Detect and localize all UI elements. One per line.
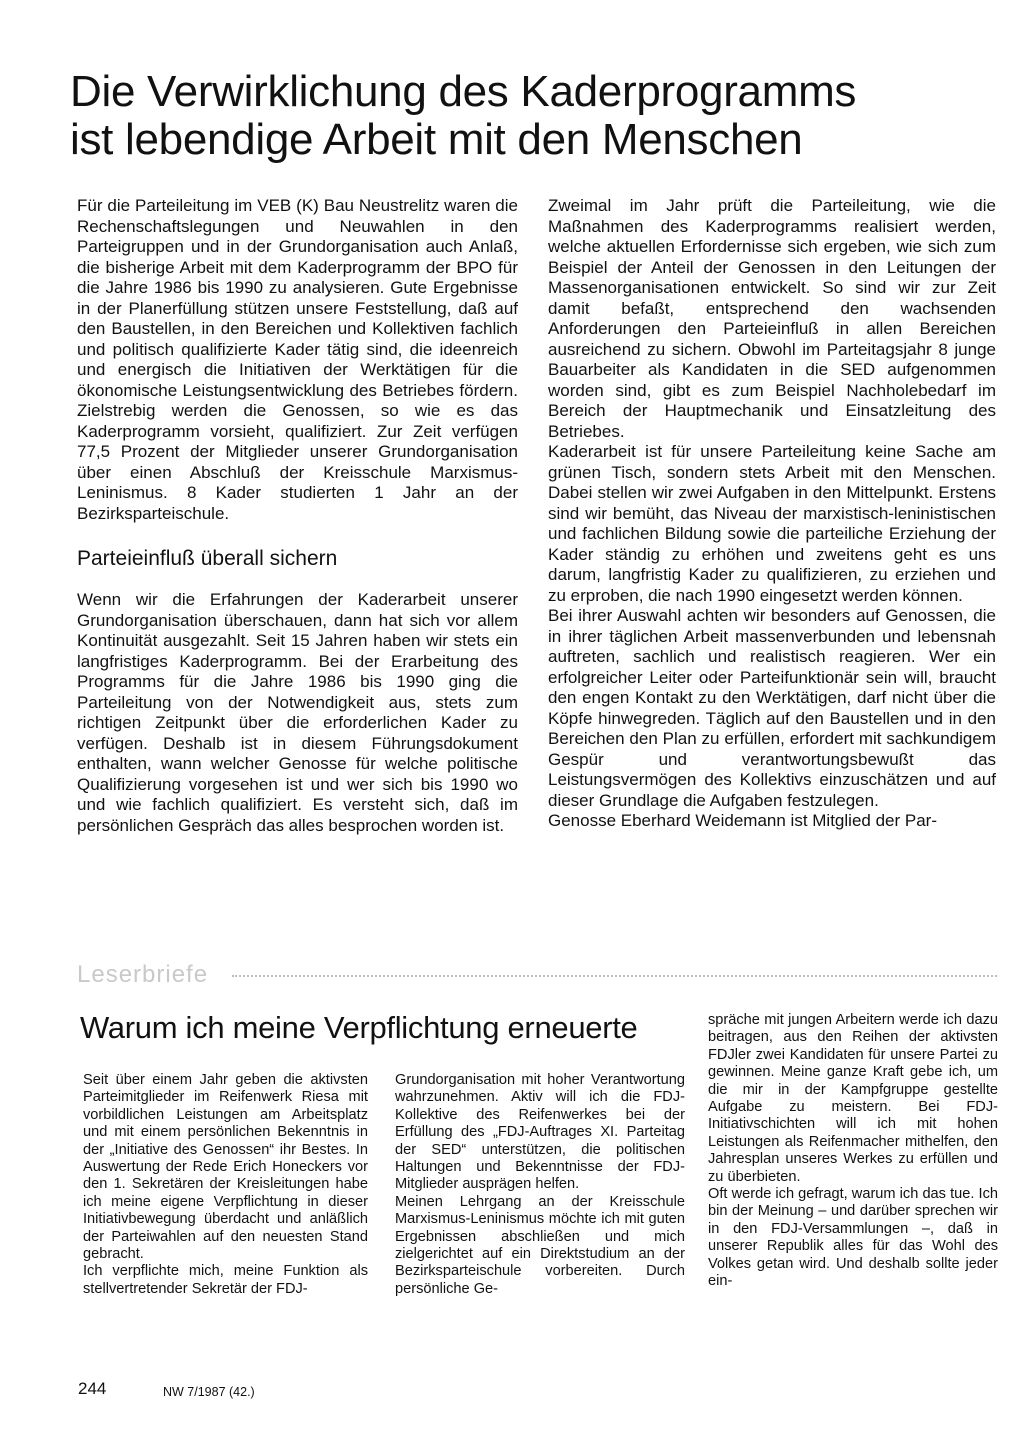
letter-paragraph: Seit über einem Jahr geben die aktivsten Parteimitglieder im Reifenwerk Riesa mit vorbildlichen Leistungen am Arbeitsplatz und mit einem persönlichen Bekenntnis in der „Initiative des Genossen“ ihr Bestes. In Auswertung der Rede Erich Honeckers vor den 1. Sekretären der Kreisleitungen habe ich meine eigene Verpflichtung in dieser Initiativbewegung überdacht und anläßlich der Parteiwahlen auf den neuesten Stand gebracht. xyxy=(83,1072,368,1263)
letter-paragraph: Ich verpflichte mich, meine Funktion als stellvertretender Sekretär der FDJ- xyxy=(83,1263,368,1297)
section-header-leserbriefe xyxy=(77,963,997,987)
letter-column-3 xyxy=(708,1012,998,1291)
article-paragraph: Kaderarbeit ist für unsere Parteileitung keine Sache am grünen Tisch, sondern stets Arbeit mit den Menschen. Dabei stellen wir zwei Aufgaben in den Mittelpunkt. Erstens sind wir bemüht, das Niveau der marxistisch-leninistischen und fachlichen Bildung sowie die parteiliche Erziehung der Kader ständig zu erhöhen und zweitens geht es uns darum, langfristig Kader zu qualifizieren, zu erziehen und zu erproben, die nach 1990 eingesetzt werden können. xyxy=(548,442,996,605)
article-intro-paragraph: Für die Parteileitung im VEB (K) Bau Neustrelitz waren die Rechenschaftslegungen und Neuwahlen in den Parteigruppen und in der Grundorganisation auch Anlaß, die bisherige Arbeit mit dem Kaderprogramm der BPO für die Jahre 1986 bis 1990 zu analysieren. Gute Ergebnisse in der Planerfüllung stützen unsere Feststellung, daß auf den Baustellen, in den Bereichen und Kollektiven fachlich und politisch qualifizierte Kader tätig sind, die ideenreich und energisch die Initiativen der Werktätigen für die ökonomische Leistungsentwicklung des Betriebes fördern. Zielstrebig werden die Genossen, so wie es das Kaderprogramm vorsieht, qualifiziert. Zur Zeit verfügen 77,5 Prozent der Mitglieder unserer Grundorganisation über einen Abschluß der Kreisschule Marxismus-Leninismus. 8 Kader studierten 1 Jahr an der Bezirksparteischule. xyxy=(77,196,518,523)
article-subheading: Parteieinfluß überall sichern xyxy=(77,547,338,570)
section-label: Leserbriefe xyxy=(77,961,209,988)
headline-line-2: ist lebendige Arbeit mit den Menschen xyxy=(70,115,803,164)
section-dotted-rule xyxy=(232,975,997,979)
letter-paragraph: Grundorganisation mit hoher Verantwortung wahrzunehmen. Aktiv will ich die FDJ-Kollektive des Reifenwerkes bei der Erfüllung des „FDJ-Auftrages XI. Parteitag der SED“ unterstützen, die politischen Haltungen und Bekenntnisse der FDJ-Mitglieder ausprägen helfen. xyxy=(395,1072,685,1193)
article-right-column xyxy=(548,196,996,832)
letter-column-2 xyxy=(395,1072,685,1298)
article-paragraph: Zweimal im Jahr prüft die Parteileitung, wie die Maßnahmen des Kaderprogramms realisiert werden, welche aktuellen Erfordernisse sich ergeben, wie sich zum Beispiel der Anteil der Genossen in den Leitungen der Massenorganisationen entwickelt. So sind wir zur Zeit damit befaßt, entsprechend den wachsenden Anforderungen den Parteieinfluß in allen Bereichen ausreichend zu sichern. Obwohl im Parteitagsjahr 8 junge Bauarbeiter als Kandidaten in die SED aufgenommen worden sind, gibt es zum Beispiel Nachholebedarf im Bereich der Hauptmechanik und Einsatzleitung des Betriebes. xyxy=(548,196,996,441)
article-left-column xyxy=(77,196,518,836)
headline-line-1: Die Verwirklichung des Kaderprogramms xyxy=(70,67,857,116)
letter-paragraph: Oft werde ich gefragt, warum ich das tue. Ich bin der Meinung – und darüber sprechen wir in den FDJ-Versammlungen –, daß in unserer Republik alles für das Wohl des Volkes getan wird. Und deshalb sollte jeder ein- xyxy=(708,1186,998,1290)
article-paragraph: Genosse Eberhard Weidemann ist Mitglied der Par- xyxy=(548,811,937,830)
letter-headline: Warum ich meine Verpflichtung erneuerte xyxy=(80,1010,638,1045)
letter-column-1 xyxy=(83,1072,368,1298)
article-paragraph: Bei ihrer Auswahl achten wir besonders auf Genossen, die in ihrer täglichen Arbeit massenverbunden und lebensnah auftreten, sachlich und realistisch reagieren. Wer ein erfolgreicher Leiter oder Parteifunktionär sein will, braucht den engen Kontakt zu den Werktätigen, darf nicht über die Köpfe hinwegreden. Täglich auf den Baustellen und in den Bereichen den Plan zu erfüllen, erfordert mit sachkundigem Gespür und verantwortungsbewußt das Leistungsvermögen des Kollektivs einzuschätzen und auf dieser Grundlage die Aufgaben festzulegen. xyxy=(548,606,996,810)
page-number: 244 xyxy=(78,1379,107,1398)
journal-reference: NW 7/1987 (42.) xyxy=(163,1385,255,1399)
article-headline xyxy=(70,68,970,164)
letter-paragraph: Meinen Lehrgang an der Kreisschule Marxismus-Leninismus möchte ich mit guten Ergebnissen abschließen und mich zielgerichtet auf ein Direktstudium an der Bezirksparteischule vorbereiten. Durch persönliche Ge- xyxy=(395,1193,685,1297)
article-body-paragraph: Wenn wir die Erfahrungen der Kaderarbeit unserer Grundorganisation überschauen, dann hat sich vor allem Kontinuität ausgezahlt. Seit 15 Jahren haben wir stets ein langfristiges Kaderprogramm. Bei der Erarbeitung des Programms für die Jahre 1986 bis 1990 ging die Parteileitung von der Notwendigkeit aus, stets zum richtigen Zeitpunkt über die erforderlichen Kader zu verfügen. Deshalb ist in diesem Führungsdokument enthalten, wann welcher Genosse für welche politische Qualifizierung vorgesehen ist und wer sich bis 1990 wo und wie fachlich qualifiziert. Es versteht sich, daß im persönlichen Gespräch das alles besprochen worden ist. xyxy=(77,590,518,835)
letter-paragraph: spräche mit jungen Arbeitern werde ich dazu beitragen, aus den Reihen der aktivsten FDJler zwei Kandidaten für unsere Partei zu gewinnen. Meine ganze Kraft gebe ich, um die mir in der Kampfgruppe gestellte Aufgabe zu meistern. Bei FDJ-Initiativschichten will ich mit hohen Leistungen als Reifenmacher mithelfen, den Jahresplan unseres Werkes zu erfüllen und zu überbieten. xyxy=(708,1012,998,1185)
